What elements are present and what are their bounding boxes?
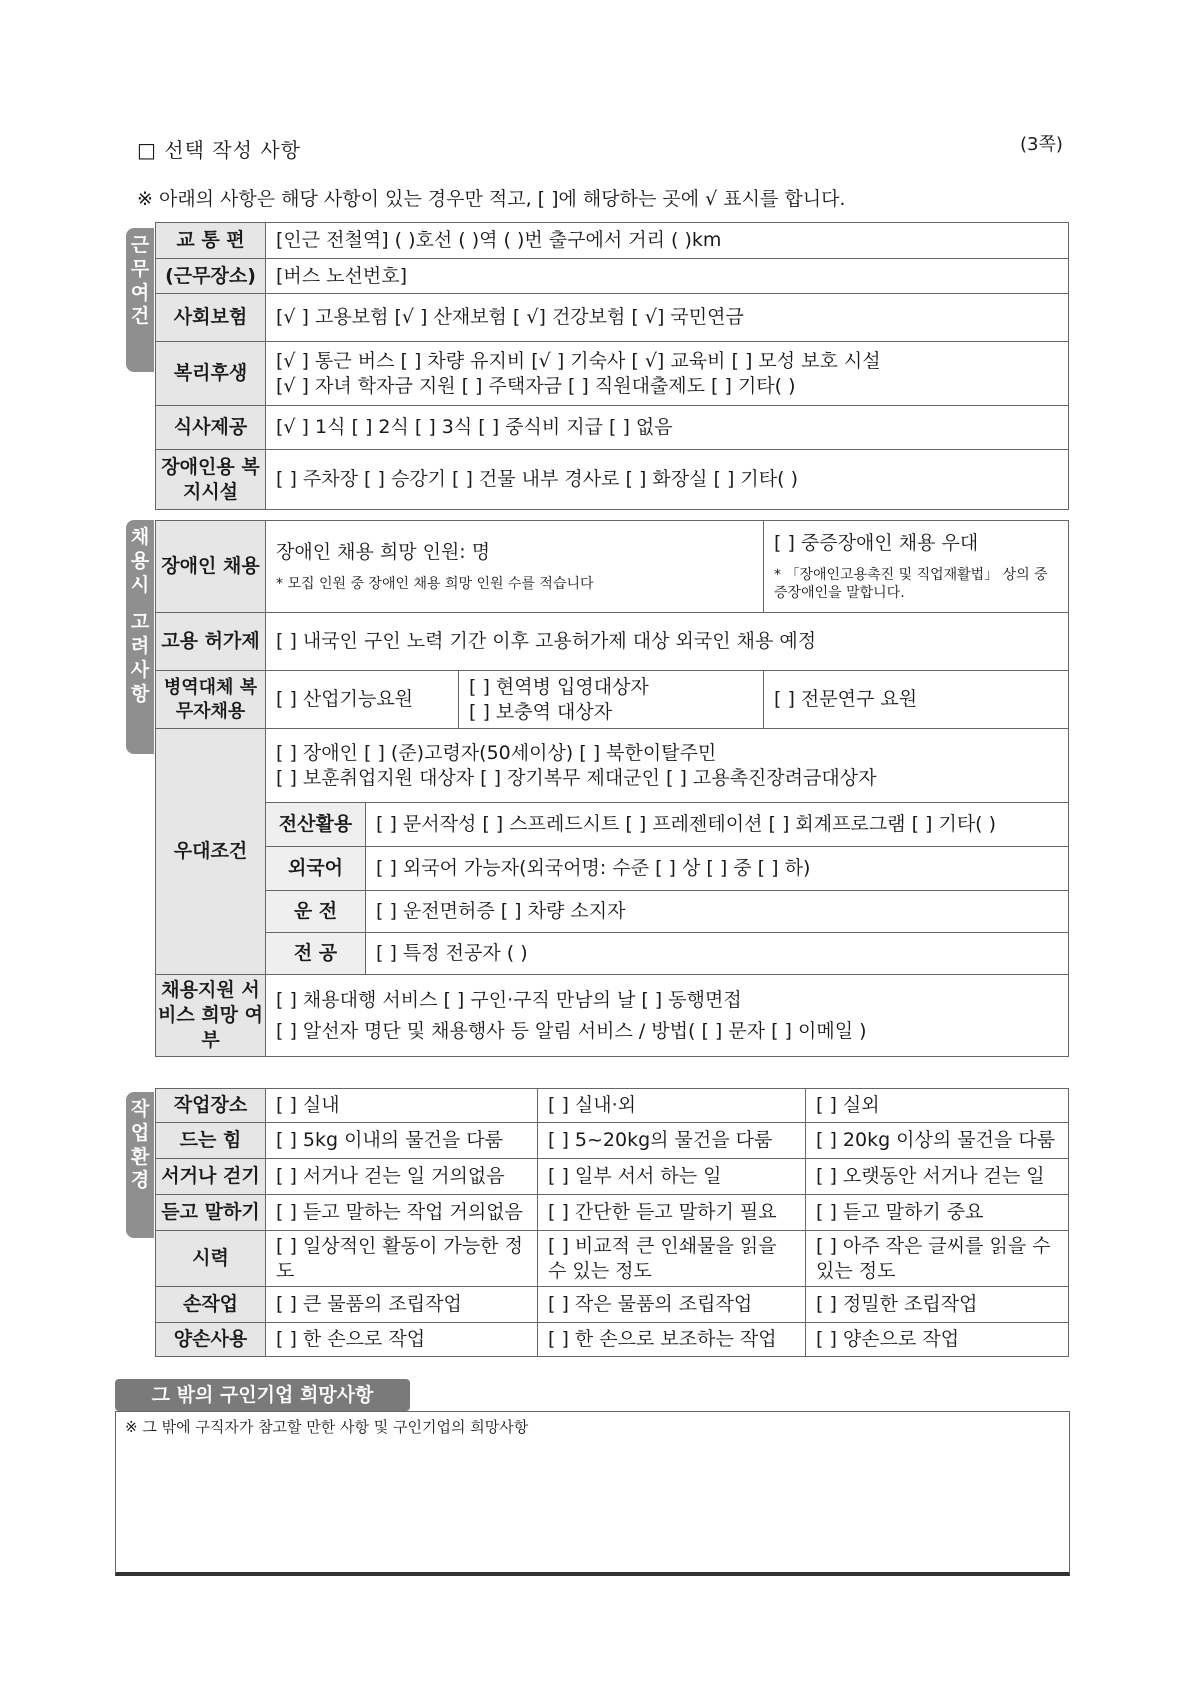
preference-line-2[interactable]: [ ] 보훈취업지원 대상자 [ ] 장기복무 제대군인 [ ] 고용촉진장려금대상자 (276, 766, 877, 789)
env-option[interactable]: [ ] 실외 (806, 1089, 1069, 1123)
instruction-note: ※ 아래의 사항은 해당 사항이 있는 경우만 적고, [ ]에 해당하는 곳에 √ 표시를 합니다. (137, 188, 846, 210)
military-substitute-label: 병역대체 복무자채용 (156, 671, 266, 729)
welfare-line-2[interactable]: [√ ] 자녀 학자금 지원 [ ] 주택자금 [ ] 직원대출제도 [ ] 기타( ) (276, 374, 796, 397)
hiring-support-line-1[interactable]: [ ] 채용대행 서비스 [ ] 구인·구직 만남의 날 [ ] 동행면접 (276, 988, 742, 1011)
env-option[interactable]: [ ] 실내 (266, 1089, 538, 1123)
military-option-research[interactable]: [ ] 전문연구 요원 (764, 671, 1069, 729)
env-option[interactable]: [ ] 5~20kg의 물건을 다룸 (538, 1123, 806, 1159)
env-label: 서거나 걷기 (156, 1159, 266, 1195)
section-tab-work-conditions: 근 무 여 건 (126, 228, 154, 372)
env-option[interactable]: [ ] 듣고 말하기 중요 (806, 1195, 1069, 1231)
env-option[interactable]: [ ] 양손으로 작업 (806, 1323, 1069, 1357)
military-option-supplementary[interactable]: [ ] 보충역 대상자 (469, 700, 613, 723)
env-option[interactable]: [ ] 정밀한 조립작업 (806, 1287, 1069, 1323)
major-label: 전 공 (266, 933, 366, 975)
section-tab-work-environment: 작 업 환 경 (126, 1092, 154, 1238)
section-title: □ 선택 작성 사항 (137, 138, 301, 162)
other-requests-note: ※ 그 밖에 구직자가 참고할 만한 사항 및 구인기업의 희망사항 (125, 1418, 529, 1436)
env-label: 양손사용 (156, 1323, 266, 1357)
env-label: 드는 힘 (156, 1123, 266, 1159)
meal-options[interactable]: [√ ] 1식 [ ] 2식 [ ] 3식 [ ] 중식비 지급 [ ] 없음 (266, 406, 1069, 450)
employment-permit-label: 고용 허가제 (156, 613, 266, 671)
env-option[interactable]: [ ] 서거나 걷는 일 거의없음 (266, 1159, 538, 1195)
env-label: 듣고 말하기 (156, 1195, 266, 1231)
env-row-standing (156, 1159, 1069, 1195)
disability-facility-options[interactable]: [ ] 주차장 [ ] 승강기 [ ] 건물 내부 경사로 [ ] 화장실 [ ] 기타( ) (266, 450, 1069, 510)
env-option[interactable]: [ ] 실내·외 (538, 1089, 806, 1123)
work-conditions-table (155, 222, 1069, 510)
military-option-active[interactable]: [ ] 현역병 입영대상자 (469, 675, 649, 698)
env-option[interactable]: [ ] 큰 물품의 조립작업 (266, 1287, 538, 1323)
welfare-line-1[interactable]: [√ ] 통근 버스 [ ] 차량 유지비 [√ ] 기숙사 [ √] 교육비 [ ] 모성 보호 시설 (276, 349, 881, 372)
employment-permit-option[interactable]: [ ] 내국인 구인 노력 기간 이후 고용허가제 대상 외국인 채용 예정 (266, 613, 1069, 671)
transport-label: 교 통 편 (156, 223, 266, 259)
page-number: (3쪽) (1020, 134, 1063, 155)
env-row-strength (156, 1123, 1069, 1159)
hiring-support-line-2[interactable]: [ ] 알선자 명단 및 채용행사 등 알림 서비스 / 방법( [ ] 문자 [ ] 이메일 ) (276, 1019, 867, 1042)
foreign-language-label: 외국어 (266, 847, 366, 891)
preference-label: 우대조건 (156, 729, 266, 975)
env-option[interactable]: [ ] 5kg 이내의 물건을 다룸 (266, 1123, 538, 1159)
transport-bus-field[interactable]: [버스 노선번호] (266, 259, 1069, 294)
welfare-options[interactable] (266, 342, 1069, 406)
transport-rail-field[interactable]: [인근 전철역] ( )호선 ( )역 ( )번 출구에서 거리 ( )km (266, 223, 1069, 259)
env-option[interactable]: [ ] 일부 서서 하는 일 (538, 1159, 806, 1195)
preference-line-1[interactable]: [ ] 장애인 [ ] (준)고령자(50세이상) [ ] 북한이탈주민 (276, 741, 717, 764)
env-option[interactable]: [ ] 작은 물품의 조립작업 (538, 1287, 806, 1323)
work-environment-table (155, 1088, 1069, 1357)
driving-label: 운 전 (266, 891, 366, 933)
env-row-both-hands (156, 1323, 1069, 1357)
env-option[interactable]: [ ] 오랫동안 서거나 걷는 일 (806, 1159, 1069, 1195)
section-tab-hiring-considerations: 채 용 시 고 려 사 항 (126, 520, 154, 754)
env-option[interactable]: [ ] 한 손으로 보조하는 작업 (538, 1323, 806, 1357)
env-option[interactable]: [ ] 한 손으로 작업 (266, 1323, 538, 1357)
major-option[interactable]: [ ] 특정 전공자 ( ) (366, 933, 1069, 975)
insurance-label: 사회보험 (156, 294, 266, 342)
env-row-listening (156, 1195, 1069, 1231)
other-requests-heading: 그 밖의 구인기업 희망사항 (115, 1379, 410, 1411)
welfare-label: 복리후생 (156, 342, 266, 406)
severe-disability-preference[interactable]: [ ] 중증장애인 채용 우대 (774, 531, 979, 554)
disabled-hire-count[interactable]: 장애인 채용 희망 인원: 명 (276, 541, 491, 564)
env-label: 시력 (156, 1231, 266, 1287)
env-row-vision (156, 1231, 1069, 1287)
computer-skill-options[interactable]: [ ] 문서작성 [ ] 스프레드시트 [ ] 프레젠테이션 [ ] 회계프로그램 [ ] 기타( ) (366, 803, 1069, 847)
hiring-support-label: 채용지원 서비스 희망 여부 (156, 975, 266, 1057)
driving-options[interactable]: [ ] 운전면허증 [ ] 차량 소지자 (366, 891, 1069, 933)
env-row-handwork (156, 1287, 1069, 1323)
hiring-considerations-table (155, 520, 1069, 1057)
env-label: 작업장소 (156, 1089, 266, 1123)
disability-facility-label: 장애인용 복지시설 (156, 450, 266, 510)
env-label: 손작업 (156, 1287, 266, 1323)
env-option[interactable]: [ ] 듣고 말하는 작업 거의없음 (266, 1195, 538, 1231)
foreign-language-options[interactable]: [ ] 외국어 가능자(외국어명: 수준 [ ] 상 [ ] 중 [ ] 하) (366, 847, 1069, 891)
transport-sublabel: (근무장소) (156, 259, 266, 294)
severe-disability-note: * 「장애인고용촉진 및 직업재활법」 상의 중증장애인을 말합니다. (774, 566, 1048, 601)
env-option[interactable]: [ ] 간단한 듣고 말하기 필요 (538, 1195, 806, 1231)
insurance-options[interactable]: [√ ] 고용보험 [√ ] 산재보험 [ √] 건강보험 [ √] 국민연금 (266, 294, 1069, 342)
env-option[interactable]: [ ] 일상적인 활동이 가능한 정도 (266, 1231, 538, 1287)
env-row-location (156, 1089, 1069, 1123)
env-option[interactable]: [ ] 20kg 이상의 물건을 다룸 (806, 1123, 1069, 1159)
disabled-hire-label: 장애인 채용 (156, 521, 266, 613)
disabled-hire-note: * 모집 인원 중 장애인 채용 희망 인원 수를 적습니다 (276, 575, 594, 592)
military-option-industrial[interactable]: [ ] 산업기능요원 (266, 671, 459, 729)
meal-label: 식사제공 (156, 406, 266, 450)
computer-skill-label: 전산활용 (266, 803, 366, 847)
env-option[interactable]: [ ] 아주 작은 글씨를 읽을 수 있는 정도 (806, 1231, 1069, 1287)
env-option[interactable]: [ ] 비교적 큰 인쇄물을 읽을 수 있는 정도 (538, 1231, 806, 1287)
